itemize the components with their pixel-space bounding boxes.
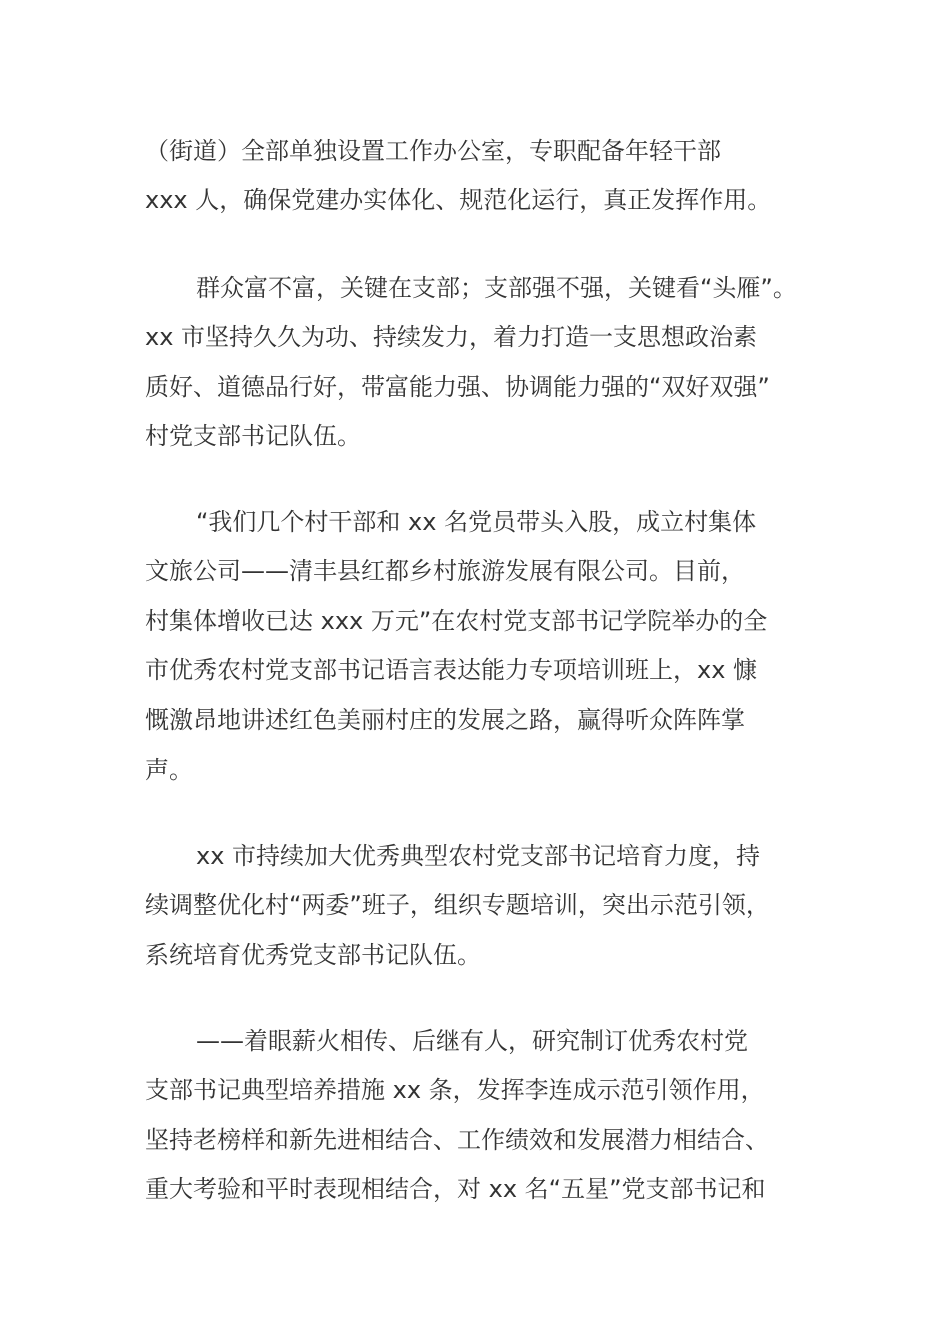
paragraph-4-line-1: xx 市持续加大优秀典型农村党支部书记培育力度，持 <box>196 842 761 870</box>
paragraph-3-line-2: 文旅公司——清丰县红都乡村旅游发展有限公司。目前， <box>145 557 745 585</box>
paragraph-5-line-2: 支部书记典型培养措施 xx 条，发挥李连成示范引领作用， <box>145 1076 765 1104</box>
paragraph-5-line-4: 重大考验和平时表现相结合，对 xx 名“五星”党支部书记和 <box>145 1175 766 1203</box>
paragraph-3-line-6: 声。 <box>145 756 193 784</box>
paragraph-1-line-1: （街道）全部单独设置工作办公室，专职配备年轻干部 <box>145 137 721 165</box>
paragraph-5-line-1: ——着眼薪火相传、后继有人，研究制订优秀农村党 <box>196 1027 748 1055</box>
paragraph-4-line-3: 系统培育优秀党支部书记队伍。 <box>145 941 481 969</box>
paragraph-2-line-3: 质好、道德品行好，带富能力强、协调能力强的“双好双强” <box>145 373 770 401</box>
paragraph-3-line-1: “我们几个村干部和 xx 名党员带头入股，成立村集体 <box>196 508 757 536</box>
paragraph-4-line-2: 续调整优化村“两委”班子，组织专题培训，突出示范引领， <box>145 891 770 919</box>
paragraph-2-line-1: 群众富不富，关键在支部；支部强不强，关键看“头雁”。 <box>196 274 797 302</box>
paragraph-2-line-4: 村党支部书记队伍。 <box>145 422 361 450</box>
paragraph-3-line-5: 慨激昂地讲述红色美丽村庄的发展之路，赢得听众阵阵掌 <box>145 706 745 734</box>
paragraph-3-line-3: 村集体增收已达 xxx 万元”在农村党支部书记学院举办的全 <box>145 607 768 635</box>
paragraph-1-line-2: xxx 人，确保党建办实体化、规范化运行，真正发挥作用。 <box>145 186 772 214</box>
paragraph-2-line-2: xx 市坚持久久为功、持续发力，着力打造一支思想政治素 <box>145 323 758 351</box>
paragraph-3-line-4: 市优秀农村党支部书记语言表达能力专项培训班上，xx 慷 <box>145 656 758 684</box>
paragraph-5-line-3: 坚持老榜样和新先进相结合、工作绩效和发展潜力相结合、 <box>145 1126 769 1154</box>
